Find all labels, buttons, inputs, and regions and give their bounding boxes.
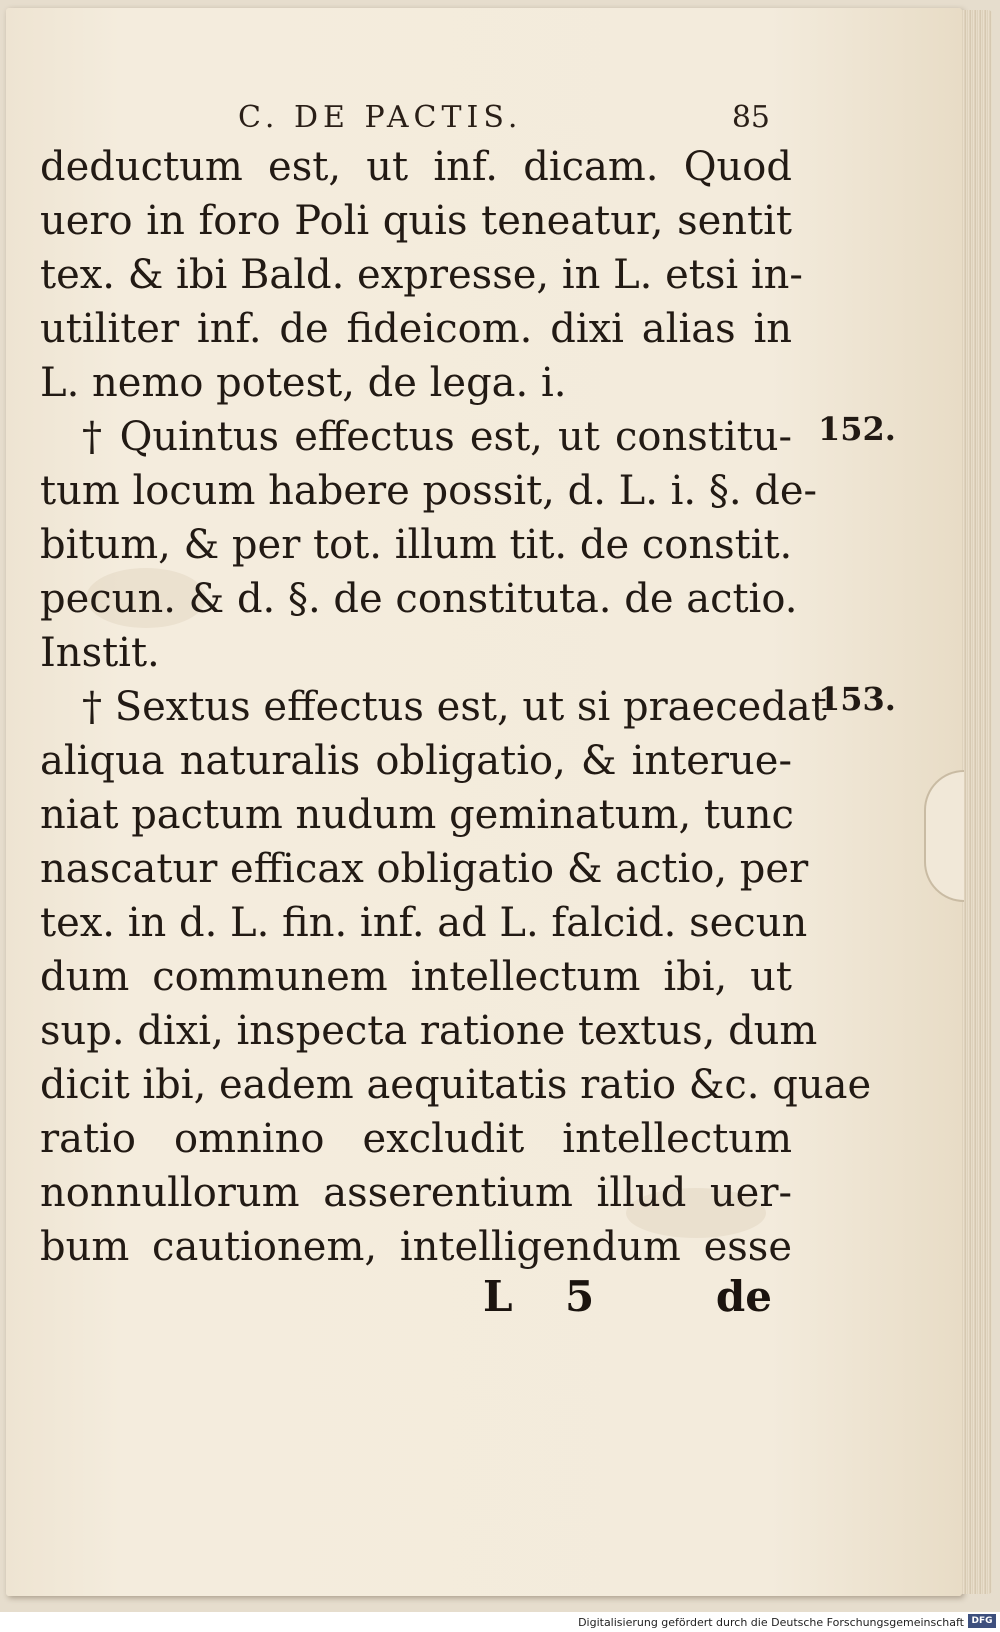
text-line: Instit. (40, 630, 160, 676)
page-tab-marker (924, 770, 964, 902)
catchword: de (715, 1272, 772, 1321)
signature-mark: L (483, 1272, 513, 1321)
text-line: tex. & ibi Bald. expresse, in L. etsi in- (40, 252, 803, 298)
signature-number: 5 (565, 1272, 595, 1321)
page-edges (962, 10, 992, 1594)
running-title: C. DE PACTIS. (238, 100, 523, 135)
text-line: nascatur efficax obligatio & actio, per (40, 846, 809, 892)
text-line: pecun. & d. §. de constituta. de actio. (40, 576, 798, 622)
text-line: deductum est, ut inf. dicam. Quod (40, 144, 792, 190)
text-line: dicit ibi, eadem aequitatis ratio &c. quae (40, 1062, 872, 1108)
text-line: sup. dixi, inspecta ratione textus, dum (40, 1008, 818, 1054)
dfg-logo: DFG (968, 1614, 996, 1628)
running-head (40, 100, 770, 144)
text-line: bitum, & per tot. illum tit. de constit. (40, 522, 793, 568)
text-line: bum cautionem, intelligendum esse (40, 1224, 792, 1270)
digitization-credit: Digitalisierung gefördert durch die Deutsche Forschungsgemeinschaft (578, 1616, 964, 1629)
margin-note-152: 152. (818, 410, 896, 448)
page-number: 85 (731, 100, 770, 135)
text-line: uero in foro Poli quis teneatur, sentit (40, 198, 792, 244)
text-line: L. nemo potest, de lega. i. (40, 360, 567, 406)
paragraph-start-line: † Quintus effectus est, ut constitu- (82, 414, 792, 460)
margin-note-153: 153. (818, 680, 896, 718)
text-line: niat pactum nudum geminatum, tunc (40, 792, 794, 838)
text-line: nonnullorum asserentium illud uer- (40, 1170, 792, 1216)
text-line: tex. in d. L. fin. inf. ad L. falcid. secun (40, 900, 808, 946)
text-line: dum communem intellectum ibi, ut (40, 954, 792, 1000)
text-line: utiliter inf. de fideicom. dixi alias in (40, 306, 792, 352)
text-line: ratio omnino excludit intellectum (40, 1116, 792, 1162)
signature-line (40, 1272, 792, 1332)
paragraph-start-line: † Sextus effectus est, ut si praecedat (82, 684, 827, 730)
text-line: aliqua naturalis obligatio, & interue- (40, 738, 792, 784)
text-line: tum locum habere possit, d. L. i. §. de- (40, 468, 818, 514)
